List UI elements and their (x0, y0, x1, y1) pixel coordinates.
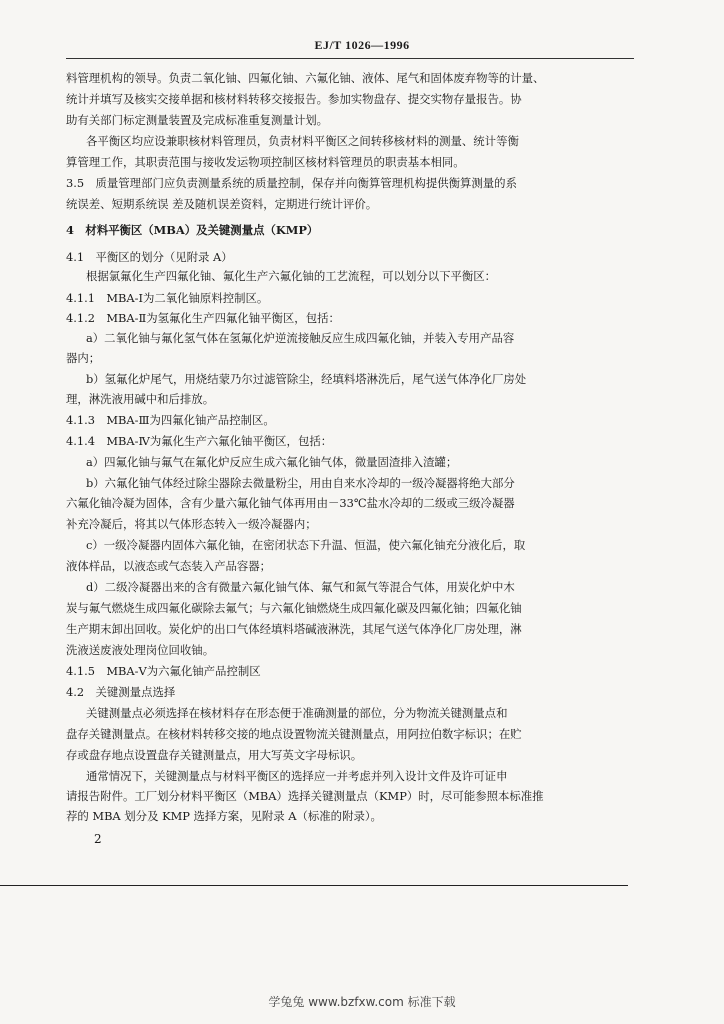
paragraph-line: 根据氯氟化生产四氟化铀、氟化生产六氟化铀的工艺流程，可以划分以下平衡区： (86, 269, 497, 283)
list-item-line: 液体样品，以液态或气态装入产品容器； (66, 559, 272, 573)
list-item-line: 炭与氟气燃烧生成四氟化碳除去氟气；与六氟化铀燃烧生成四氟化碳及四氟化铀；四氟化铀 (66, 601, 522, 615)
list-item-line: d）二级冷凝器出来的含有微量六氟化铀气体、氟气和氮气等混合气体，用炭化炉中木 (86, 580, 515, 594)
section-4-heading: 4 材料平衡区（MBA）及关键测量点（KMP） (66, 223, 319, 237)
clause-4-1-3: 4.1.3 MBA-Ⅲ为四氟化铀产品控制区。 (66, 413, 275, 427)
clause-4-2-heading: 4.2 关键测量点选择 (66, 685, 176, 699)
clause-3-5-line: 3.5 质量管理部门应负责测量系统的质量控制，保存并向衡算管理机构提供衡算测量的系 (66, 176, 517, 190)
paragraph-line: 关键测量点必须选择在核材料存在形态便于准确测量的部位，分为物流关键测量点和 (86, 706, 508, 720)
list-item-line: c）一级冷凝器内固体六氟化铀，在密闭状态下升温、恒温，使六氟化铀充分液化后，取 (86, 538, 526, 552)
paragraph-line: 盘存关键测量点。在核材料转移交接的地点设置物流关键测量点，用阿拉伯数字标识；在贮 (66, 727, 522, 741)
list-item-line: a）二氧化铀与氟化氢气体在氢氟化炉逆流接触反应生成四氟化铀，并装入专用产品容 (86, 331, 515, 345)
list-item-line: 洗液送废液处理岗位回收铀。 (66, 643, 215, 657)
list-item-line: 器内； (66, 351, 101, 365)
clause-4-1-2: 4.1.2 MBA-Ⅱ为氢氟化生产四氟化铀平衡区，包括： (66, 311, 340, 325)
clause-4-1-4: 4.1.4 MBA-Ⅳ为氟化生产六氟化铀平衡区，包括： (66, 434, 333, 448)
standard-code-header: EJ/T 1026—1996 (314, 38, 410, 52)
clause-4-1-1: 4.1.1 MBA-Ⅰ为二氧化铀原料控制区。 (66, 291, 269, 305)
list-item-line: 生产期末卸出回收。炭化炉的出口气体经填料塔碱液淋洗，其尾气送气体净化厂房处理，淋 (66, 622, 522, 636)
bottom-divider (0, 885, 628, 886)
clause-4-1-5: 4.1.5 MBA-Ⅴ为六氟化铀产品控制区 (66, 664, 261, 678)
page-number: 2 (94, 832, 102, 846)
paragraph-line: 助有关部门标定测量装置及完成标准重复测量计划。 (66, 113, 328, 127)
watermark-footer: 学兔兔 www.bzfxw.com 标准下载 (268, 995, 456, 1009)
paragraph-line: 存或盘存地点设置盘存关键测量点，用大写英文字母标识。 (66, 748, 363, 762)
paragraph-line: 统计并填写及核实交接单据和核材料转移交接报告。参加实物盘存、提交实物存量报告。协 (66, 92, 522, 106)
header-divider (66, 58, 634, 59)
list-item-line: b）六氟化铀气体经过除尘器除去微量粉尘，用由自来水冷却的一级冷凝器将绝大部分 (86, 476, 515, 490)
paragraph-line: 荐的 MBA 划分及 KMP 选择方案，见附录 A（标准的附录）。 (66, 809, 382, 823)
paragraph-line: 通常情况下，关键测量点与材料平衡区的选择应一并考虑并列入设计文件及许可证申 (86, 769, 508, 783)
paragraph-line: 请报告附件。工厂划分材料平衡区（MBA）选择关键测量点（KMP）时，尽可能参照本标准推 (66, 789, 544, 803)
list-item-line: b）氢氟化炉尾气，用烧结蒙乃尔过滤管除尘，经填料塔淋洗后，尾气送气体净化厂房处 (86, 372, 527, 386)
list-item-line: 六氟化铀冷凝为固体，含有少量六氟化铀气体再用由－33℃盐水冷却的二级或三级冷凝器 (66, 496, 515, 510)
paragraph-line: 各平衡区均应设兼职核材料管理员，负责材料平衡区之间转移核材料的测量、统计等衡 (86, 134, 519, 148)
list-item-line: 补充冷凝后，将其以气体形态转入一级冷凝器内； (66, 517, 317, 531)
paragraph-line: 料管理机构的领导。负责二氧化铀、四氟化铀、六氟化铀、液体、尾气和固体废弃物等的计量、 (66, 71, 545, 85)
list-item-line: a）四氟化铀与氟气在氟化炉反应生成六氟化铀气体，微量固渣排入渣罐； (86, 455, 458, 469)
clause-3-5-line: 统误差、短期系统误 差及随机误差资料，定期进行统计评价。 (66, 197, 378, 211)
list-item-line: 理，淋洗液用碱中和后排放。 (66, 392, 215, 406)
paragraph-line: 算管理工作，其职责范围与接收发运物项控制区核材料管理员的职责基本相同。 (66, 155, 465, 169)
clause-4-1-heading: 4.1 平衡区的划分（见附录 A） (66, 250, 233, 264)
